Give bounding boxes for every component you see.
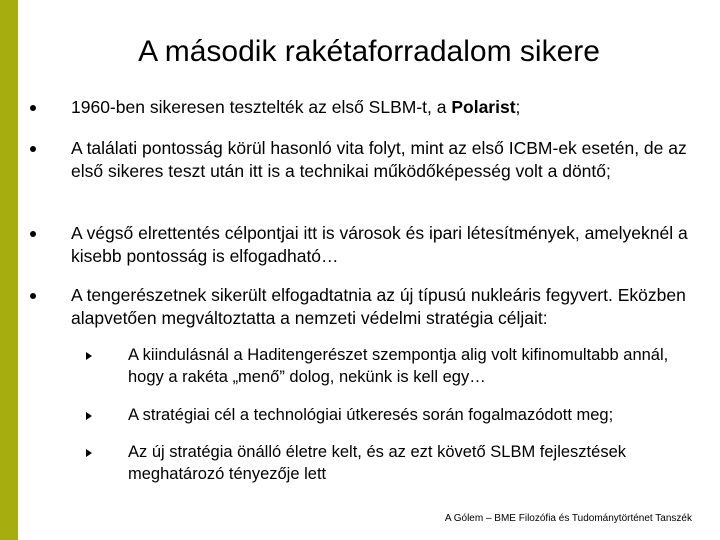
sub-bullet-text: Az új stratégia önálló életre kelt, és az ezt követő SLBM fejlesztések meghatározó tényezője lett	[128, 443, 626, 483]
bullet-dot-icon	[30, 231, 36, 237]
bullet-item	[71, 96, 701, 119]
sub-bullet-item	[128, 442, 698, 485]
sub-bullet-text: A stratégiai cél a technológiai útkeresés során fogalmazódott meg;	[128, 406, 614, 424]
arrow-bullet-icon	[86, 412, 92, 420]
bullet-dot-icon	[30, 146, 36, 152]
sub-bullet-item	[128, 405, 698, 427]
bullet-text-end: ;	[515, 97, 521, 117]
bullet-text: A tengerészetnek sikerült elfogadtatnia az új típusú nukleáris fegyvert. Eközben alapvetően megváltoztatta a nemzeti védelmi stratégia céljait:	[71, 285, 686, 328]
bullet-item	[71, 222, 701, 267]
arrow-bullet-icon	[86, 352, 92, 360]
bullet-text: A találati pontosság körül hasonló vita folyt, mint az első ICBM-ek esetén, de az első sikeres teszt után itt is a technikai működőképesség volt a döntő;	[71, 138, 687, 181]
slide-footer: A Gólem – BME Filozófia és Tudománytörténet Tanszék	[444, 513, 692, 524]
arrow-bullet-icon	[86, 449, 92, 457]
bullet-text: A végső elrettentés célpontjai itt is városok és ipari létesítmények, amelyeknél a kisebb pontosság is elfogadható…	[71, 223, 688, 266]
sub-bullet-text: A kiindulásnál a Haditengerészet szempontja alig volt kifinomultabb annál, hogy a rakéta „menő” dolog, nekünk is kell egy…	[128, 346, 669, 386]
bullet-bold-term: Polarist	[451, 97, 516, 117]
slide-title: A második rakétaforradalom sikere	[138, 35, 600, 68]
bullet-item	[71, 137, 701, 182]
bullet-dot-icon	[30, 293, 36, 299]
bullet-text: 1960-ben sikeresen tesztelték az első SLBM-t, a	[71, 97, 452, 117]
bullet-item	[71, 284, 701, 329]
bullet-dot-icon	[30, 105, 36, 111]
sub-bullet-item	[128, 345, 698, 388]
